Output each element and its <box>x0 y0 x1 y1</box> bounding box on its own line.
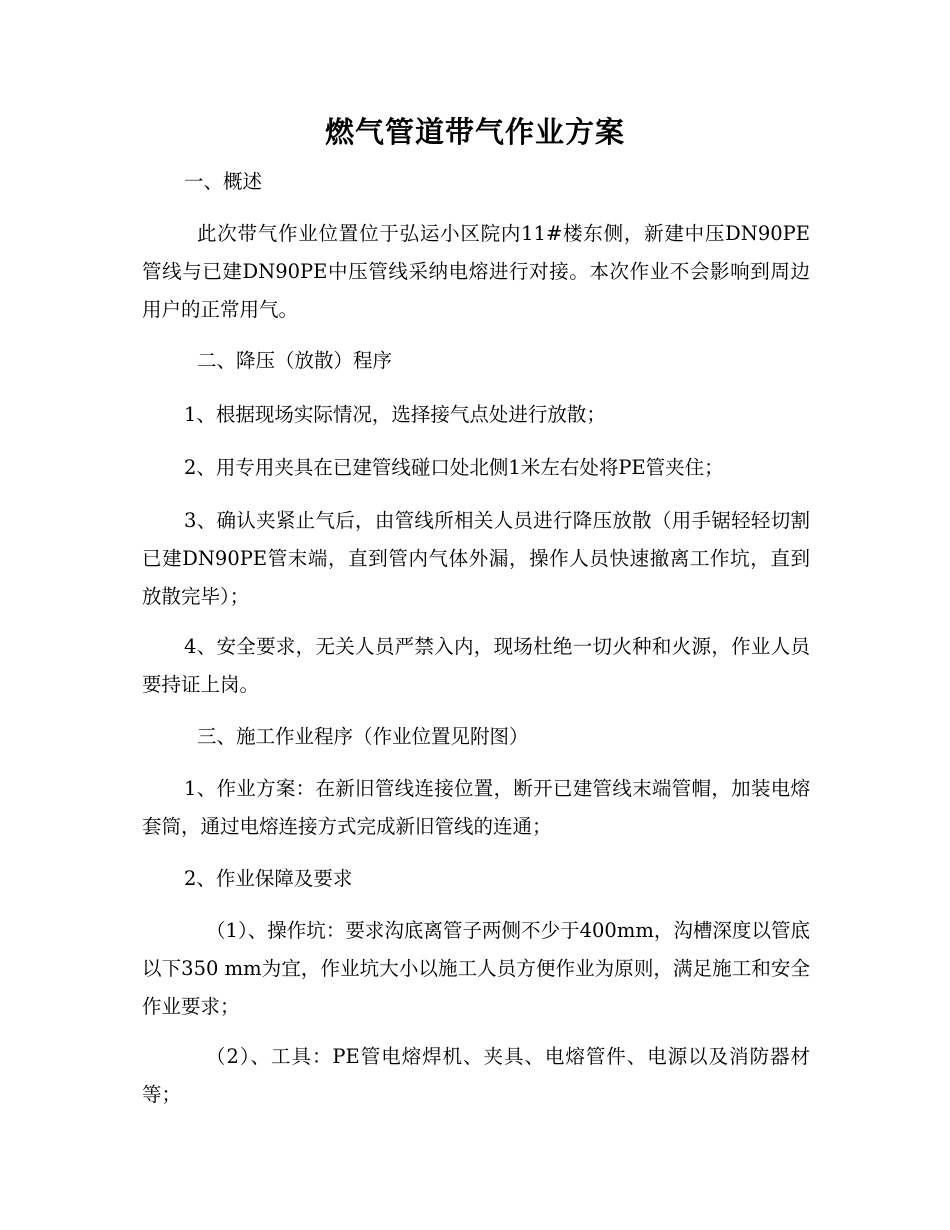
section-heading-construction: 三、施工作业程序（作业位置见附图） <box>197 725 529 748</box>
section-heading-overview: 一、概述 <box>184 170 263 193</box>
step-4-safety: 4、安全要求，无关人员严禁入内，现场杜绝一切火种和火源，作业人员要持证上岗。 <box>142 635 810 696</box>
step-2-clamp: 2、用专用夹具在已建管线碰口处北侧1米左右处将PE管夹住； <box>184 456 724 479</box>
sub-item-1-work-pit: （1）、操作坑：要求沟底离管子两侧不少于400mm，沟槽深度以管底以下350 mm为宜，作业坑大小以施工人员方便作业为原则，满足施工和安全作业要求； <box>142 919 810 1018</box>
section-heading-depressurize: 二、降压（放散）程序 <box>197 349 393 372</box>
paragraph-overview-body: 此次带气作业位置位于弘运小区院内11#楼东侧，新建中压DN90PE管线与已建DN90PE中压管线采纳电熔进行对接。本次作业不会影响到周边用户的正常用气。 <box>142 222 810 321</box>
sub-item-2-tools: （2）、工具：PE管电熔焊机、夹具、电熔管件、电源以及消防器材等； <box>142 1045 810 1106</box>
step-1-venting: 1、根据现场实际情况，选择接气点处进行放散； <box>184 403 606 426</box>
step-3-confirm-vent: 3、确认夹紧止气后，由管线所相关人员进行降压放散（用手锯轻轻切割已建DN90PE管末端，直到管内气体外漏，操作人员快速撤离工作坑，直到放散完毕）； <box>142 509 810 608</box>
document-title: 燃气管道带气作业方案 <box>324 115 625 149</box>
construction-step-2-heading: 2、作业保障及要求 <box>184 867 353 890</box>
construction-step-1-plan: 1、作业方案：在新旧管线连接位置，断开已建管线末端管帽，加装电熔套筒，通过电熔连接方式完成新旧管线的连通； <box>142 777 810 838</box>
